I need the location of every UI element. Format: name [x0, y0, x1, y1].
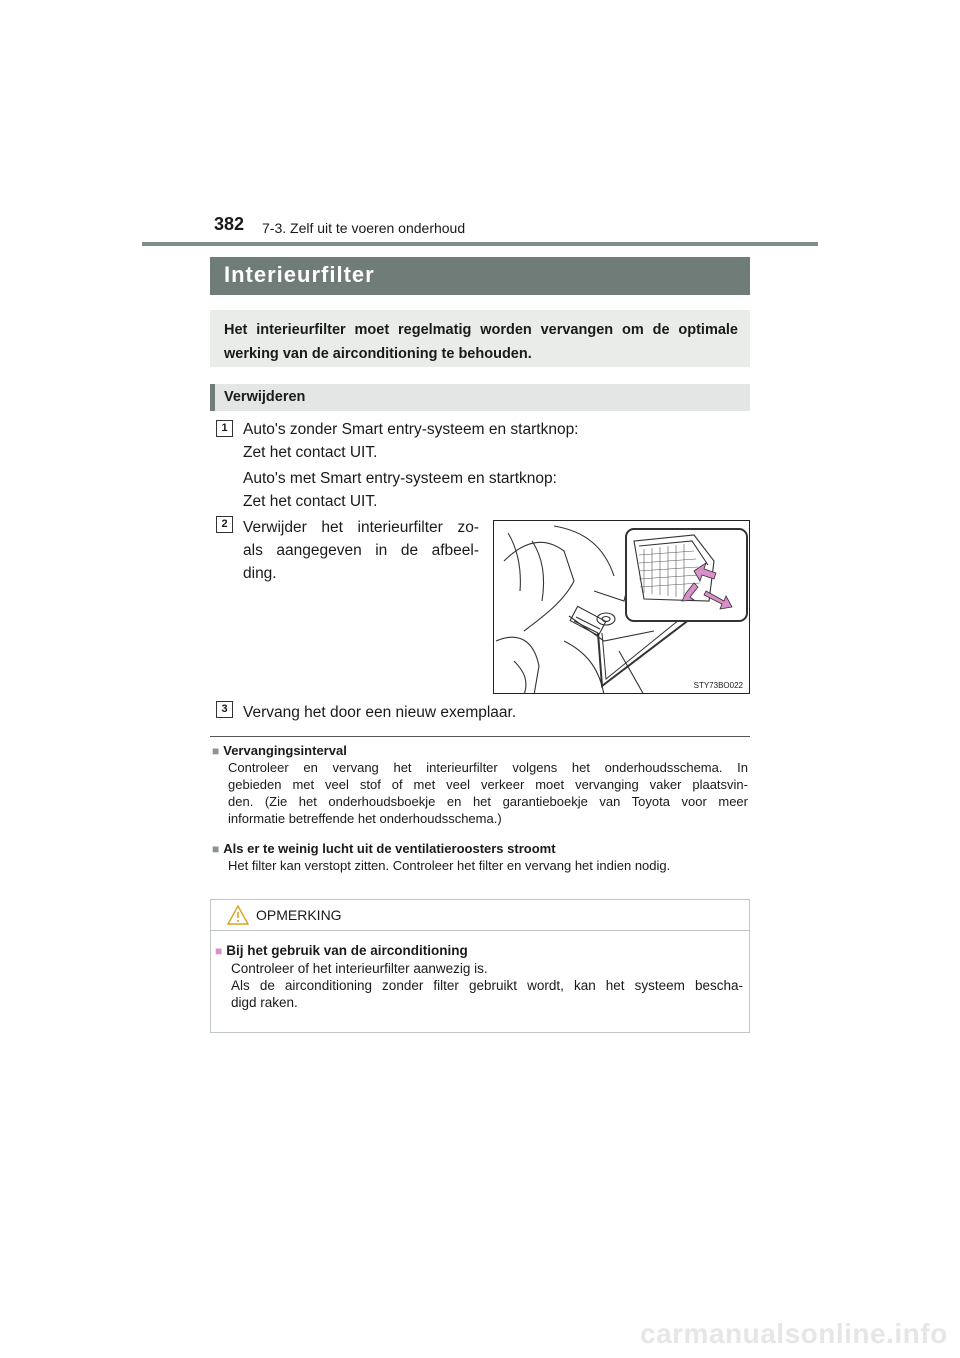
step-1-line: Zet het contact UIT.: [243, 493, 378, 510]
step-2-line: ding.: [243, 565, 277, 582]
step-badge-2: 2: [216, 516, 233, 533]
caution-divider: [211, 930, 749, 931]
caution-line: Als de airconditioning zonder filter gebruikt wordt, kan het systeem bescha-: [231, 978, 743, 993]
step-badge-1: 1: [216, 420, 233, 437]
note-1: [212, 743, 748, 827]
caution-box: [210, 899, 750, 1033]
note-1-heading: Vervangingsinterval: [223, 743, 347, 758]
page-number: 382: [214, 214, 245, 234]
section-divider: [210, 736, 750, 737]
step-1-text: [243, 418, 579, 513]
step-2-line: Verwijder het interieurfilter zo-: [243, 519, 479, 536]
section-title-bar: [210, 257, 750, 295]
note-1-line: den. (Zie het onderhoudsboekje en het garantieboekje van Toyota voor meer: [228, 794, 748, 809]
caution-label: OPMERKING: [256, 907, 342, 923]
step-1-line: Zet het contact UIT.: [243, 444, 378, 461]
subsection-bar: [210, 384, 750, 411]
section-title: Interieurfilter: [224, 262, 375, 287]
step-2-text: [243, 516, 479, 585]
note-1-line: gebieden met veel stof of met veel verkeer moet vervanging vaker plaatsvin-: [228, 777, 748, 792]
watermark: carmanualsonline.info: [640, 1318, 948, 1349]
note-1-line: informatie betreffende het onderhoudsschema.): [228, 811, 502, 826]
filter-removal-figure: [493, 520, 750, 694]
subsection-title: Verwijderen: [224, 389, 306, 405]
note-2-heading: Als er te weinig lucht uit de ventilatieroosters stroomt: [223, 841, 556, 856]
section-reference: 7-3. Zelf uit te voeren onderhoud: [262, 220, 466, 236]
header-rule: [142, 242, 818, 246]
warning-triangle-icon: [227, 905, 249, 925]
intro-text: Het interieurfilter moet regelmatig worden vervangen om de optimale werking van de airconditioning te behouden.: [224, 322, 738, 362]
step-badge-3: 3: [216, 701, 233, 718]
note-1-line: Controleer en vervang het interieurfilter volgens het onderhoudsschema. In: [228, 760, 748, 775]
glovebox-filter-illustration: [494, 521, 750, 694]
step-2-line: als aangegeven in de afbeel-: [243, 542, 479, 559]
step-3-text: Vervang het door een nieuw exemplaar.: [243, 704, 517, 721]
step-1-line: Auto's met Smart entry-systeem en startknop:: [243, 470, 557, 487]
intro-box: [210, 310, 750, 367]
figure-code: STY73BO022: [693, 681, 743, 690]
note-2: [212, 841, 748, 874]
caution-heading: Bij het gebruik van de airconditioning: [226, 943, 468, 958]
bullet-square-icon: ■: [212, 842, 220, 856]
note-2-line: Het filter kan verstopt zitten. Controleer het filter en vervang het indien nodig.: [228, 858, 671, 873]
step-1-line: Auto's zonder Smart entry-systeem en startknop:: [243, 421, 579, 438]
caution-line: Controleer of het interieurfilter aanwezig is.: [231, 961, 488, 976]
bullet-square-icon: ■: [215, 944, 223, 958]
subsection-accent: [210, 384, 215, 411]
caution-line: digd raken.: [231, 995, 298, 1010]
bullet-square-icon: ■: [212, 744, 220, 758]
